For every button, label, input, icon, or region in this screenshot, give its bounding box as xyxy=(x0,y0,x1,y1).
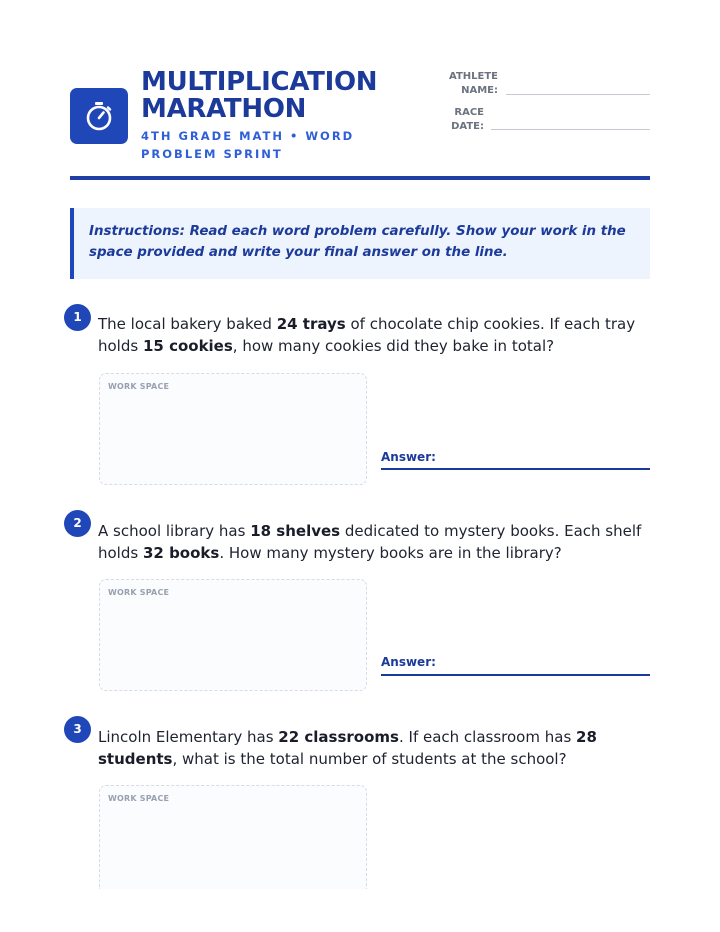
instructions-text: Instructions: Read each word problem carefully. Show your work in the space provided and write your final answer on the line. xyxy=(89,224,626,260)
page-subtitle: 4TH GRADE MATH • WORD PROBLEM SPRINT xyxy=(141,129,355,161)
problem-text: A school library has 18 shelves dedicated to mystery books. Each shelf holds 32 books. How many mystery books are in the library? xyxy=(98,522,642,562)
page-title xyxy=(141,69,377,123)
title-line-1: MULTIPLICATION xyxy=(141,67,378,97)
stopwatch-icon xyxy=(83,100,115,132)
work-space-box[interactable] xyxy=(99,785,367,889)
athlete-name-line[interactable] xyxy=(506,94,650,95)
logo-badge xyxy=(70,88,128,144)
work-space-label: WORK SPACE xyxy=(108,794,170,803)
problem-number-badge: 1 xyxy=(64,304,91,331)
answer-line[interactable] xyxy=(381,468,650,470)
work-space-label: WORK SPACE xyxy=(108,382,170,391)
problem-text: The local bakery baked 24 trays of chocolate chip cookies. If each tray holds 15 cookies, how many cookies did they bake in total? xyxy=(98,315,636,355)
race-date-line[interactable] xyxy=(491,129,650,130)
answer-label: Answer: xyxy=(381,450,436,464)
answer-line[interactable] xyxy=(381,674,650,676)
title-line-2: MARATHON xyxy=(141,94,307,124)
answer-label: Answer: xyxy=(381,655,436,669)
work-space-box[interactable] xyxy=(99,373,367,485)
header-divider xyxy=(70,176,650,180)
instructions-box xyxy=(70,208,650,279)
problem-text: Lincoln Elementary has 22 classrooms. If each classroom has 28 students, what is the total number of students at the school? xyxy=(98,728,597,768)
work-space-label: WORK SPACE xyxy=(108,588,170,597)
problem-number-badge: 2 xyxy=(64,510,91,537)
race-date-label: RACE DATE: xyxy=(451,107,484,132)
problem-number-badge: 3 xyxy=(64,716,91,743)
athlete-name-label: ATHLETE NAME: xyxy=(448,71,498,96)
work-space-box[interactable] xyxy=(99,579,367,691)
